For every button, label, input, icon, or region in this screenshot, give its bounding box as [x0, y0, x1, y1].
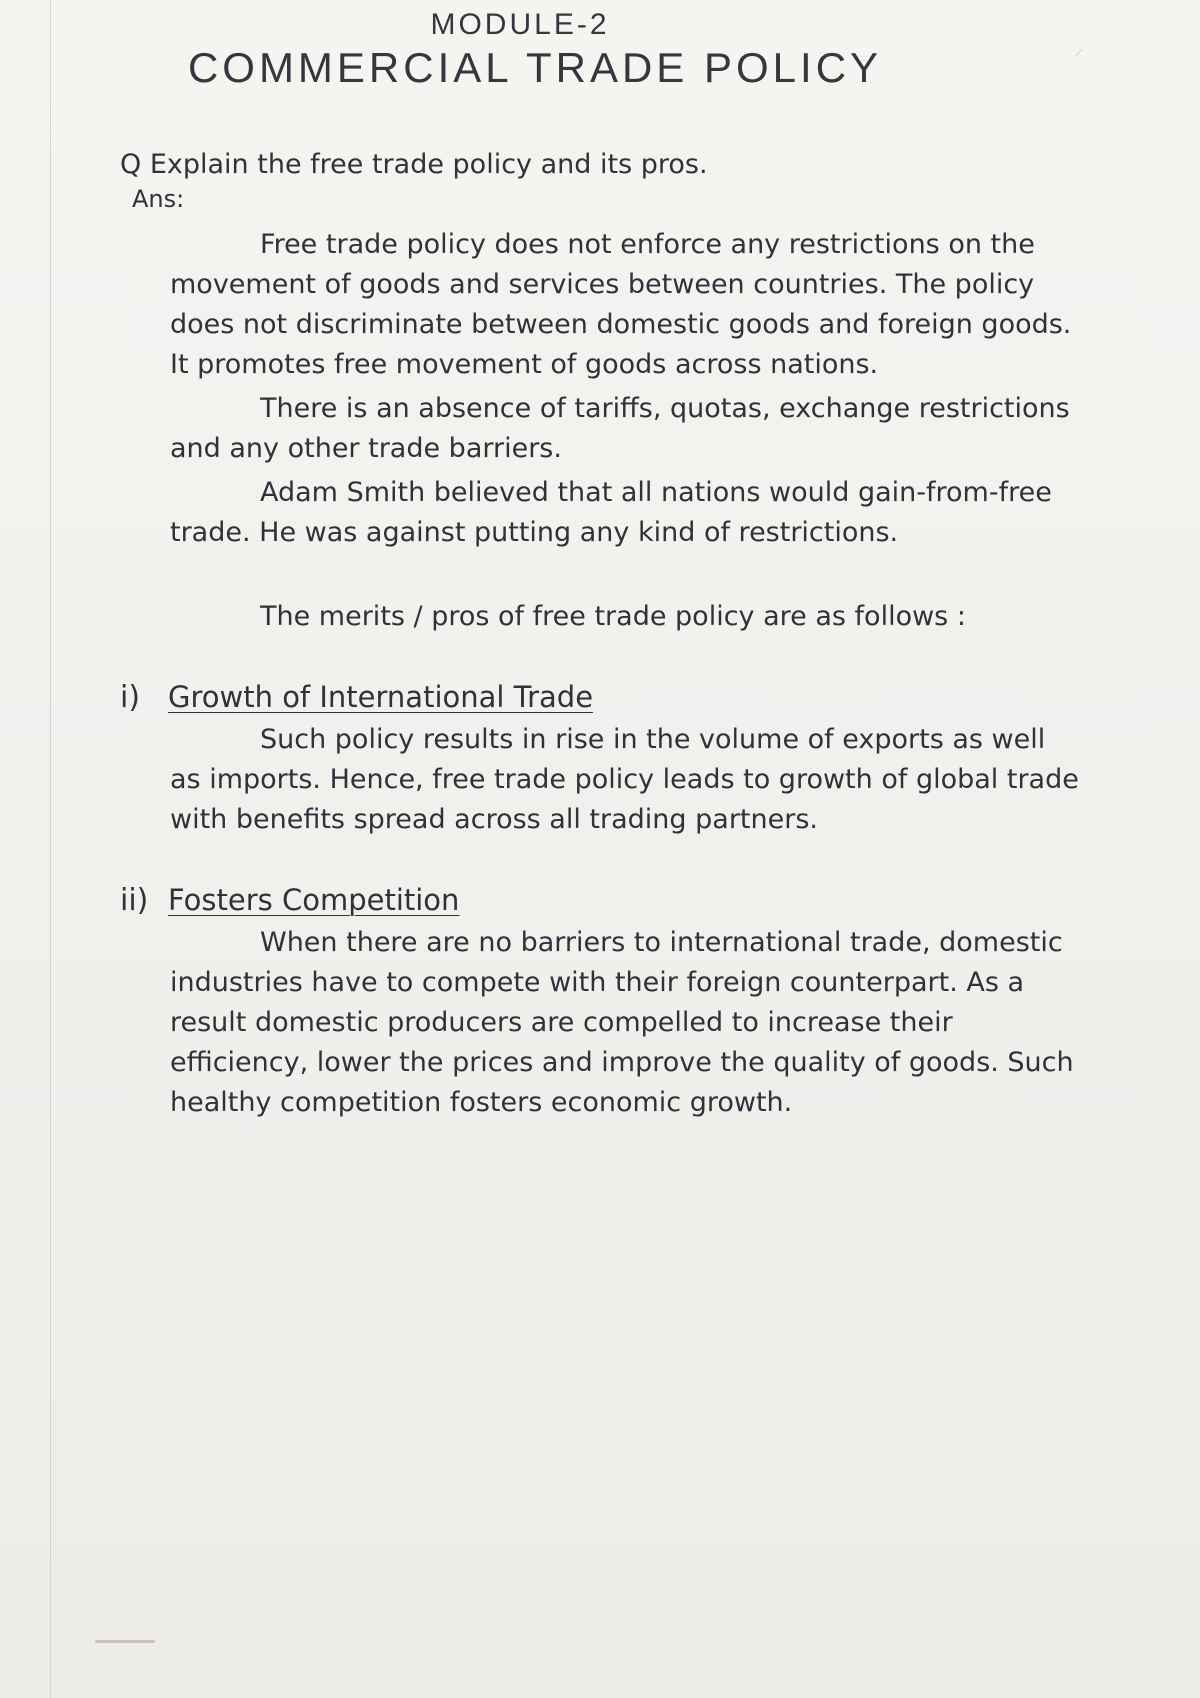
answer-label: Ans: [132, 185, 185, 213]
answer-paragraph-2: There is an absence of tariffs, quotas, exchange restrictions and any other trade barriers. [170, 393, 1070, 464]
ink-smudge [95, 1640, 155, 1643]
section-competition [120, 880, 1080, 1123]
section-heading [120, 677, 1080, 718]
merits-intro: The merits / pros of free trade policy are as follows : [260, 601, 966, 632]
page-title: COMMERCIAL TRADE POLICY [187, 44, 883, 91]
page-header [0, 8, 1200, 92]
section-title: Growth of International Trade [168, 680, 594, 714]
notes-content [120, 145, 1080, 1123]
module-label: MODULE-2 [430, 8, 610, 41]
section-number: i) [120, 680, 141, 715]
answer-paragraph-1: Free trade policy does not enforce any restrictions on the movement of goods and services between countries. The policy does not discriminate between domestic goods and foreign goods. It promotes free movement of goods across nations. [170, 229, 1072, 380]
question-text: Q Explain the free trade policy and its pros. [120, 149, 708, 180]
section-heading [120, 880, 1080, 921]
section-body: Such policy results in rise in the volume of exports as well as imports. Hence, free trade policy leads to growth of global trade with benefits spread across all trading partners. [170, 724, 1079, 835]
section-body: When there are no barriers to international trade, domestic industries have to compete with their foreign counterpart. As a result domestic producers are compelled to increase their efficiency, lower the prices and improve the quality of goods. Such healthy competition fosters economic growth. [170, 927, 1074, 1118]
answer-paragraph-3: Adam Smith believed that all nations would gain-from-free trade. He was against putting any kind of restrictions. [170, 477, 1052, 548]
section-title: Fosters Competition [168, 883, 460, 917]
corner-mark: ⁄ [1077, 47, 1082, 60]
margin-line [50, 0, 51, 1698]
section-growth [120, 677, 1080, 840]
section-number: ii) [120, 883, 149, 918]
spacer [120, 553, 1080, 591]
